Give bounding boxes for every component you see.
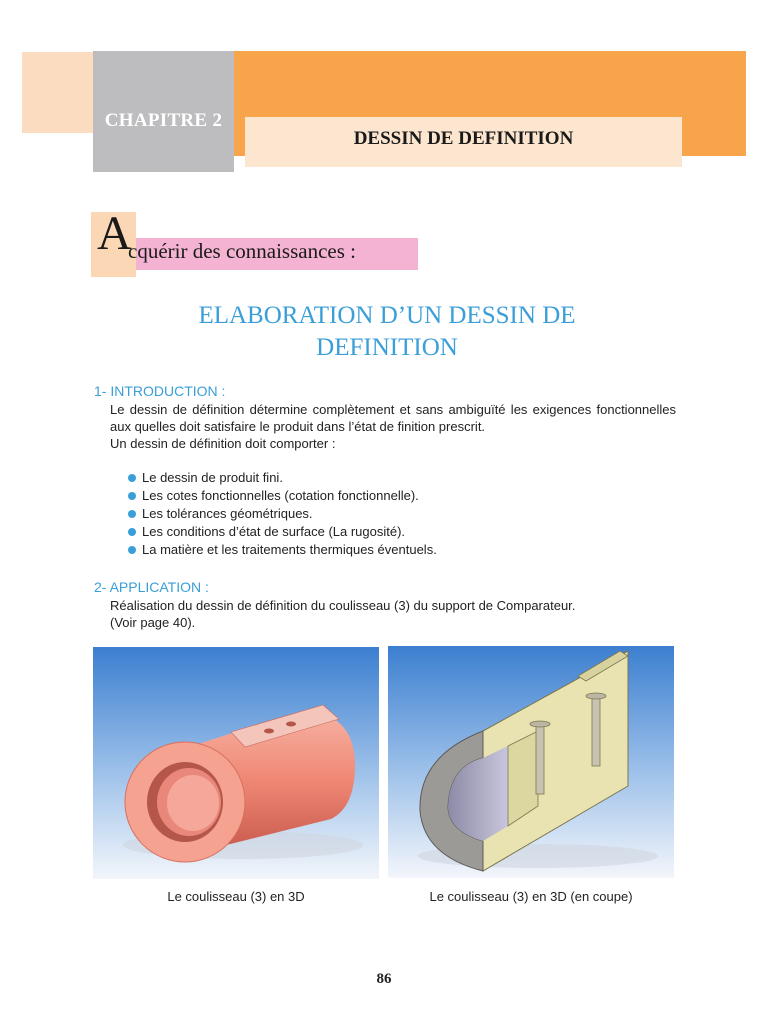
bullet-icon (128, 546, 136, 554)
figure-slider-3d (93, 647, 379, 879)
figure-slider-section (388, 646, 674, 878)
slider-section-image (388, 646, 674, 878)
chapter-label: CHAPITRE 2 (104, 110, 223, 131)
application-heading: 2- APPLICATION : (94, 579, 209, 595)
introduction-paragraph: Le dessin de définition détermine complètement et sans ambiguïté les exigences fonctionnelles aux quelles doit satisfaire le produit dans l’état de finition prescrit. (110, 402, 676, 434)
introduction-lead: Un dessin de définition doit comporter : (110, 436, 336, 451)
bullet-icon (128, 510, 136, 518)
list-item: Les cotes fonctionnelles (cotation fonctionnelle). (128, 487, 437, 505)
header-decor-left (22, 52, 94, 133)
page-number: 86 (376, 971, 392, 987)
section-initial: A (97, 207, 132, 260)
introduction-heading: 1- INTRODUCTION : (94, 383, 226, 399)
list-item: La matière et les traitements thermiques éventuels. (128, 541, 437, 559)
bullet-icon (128, 528, 136, 536)
figure-caption: Le coulisseau (3) en 3D (en coupe) (429, 889, 633, 904)
section-banner-text: cquérir des connaissances : (128, 239, 356, 263)
application-reference: (Voir page 40). (110, 615, 196, 630)
page-title-line1: ELABORATION D’UN DESSIN DE (198, 302, 576, 329)
requirements-list (128, 469, 437, 559)
list-item: Les conditions d’état de surface (La rugosité). (128, 523, 437, 541)
bullet-icon (128, 474, 136, 482)
figure-caption: Le coulisseau (3) en 3D (167, 889, 305, 904)
page-title (120, 300, 654, 364)
list-item: Le dessin de produit fini. (128, 469, 437, 487)
bullet-icon (128, 492, 136, 500)
slider-3d-image (93, 647, 379, 879)
page-title-line2: DEFINITION (316, 334, 458, 361)
application-text: Réalisation du dessin de définition du coulisseau (3) du support de Comparateur. (110, 598, 576, 613)
chapter-title: DESSIN DE DEFINITION (353, 128, 574, 149)
list-item: Les tolérances géométriques. (128, 505, 437, 523)
